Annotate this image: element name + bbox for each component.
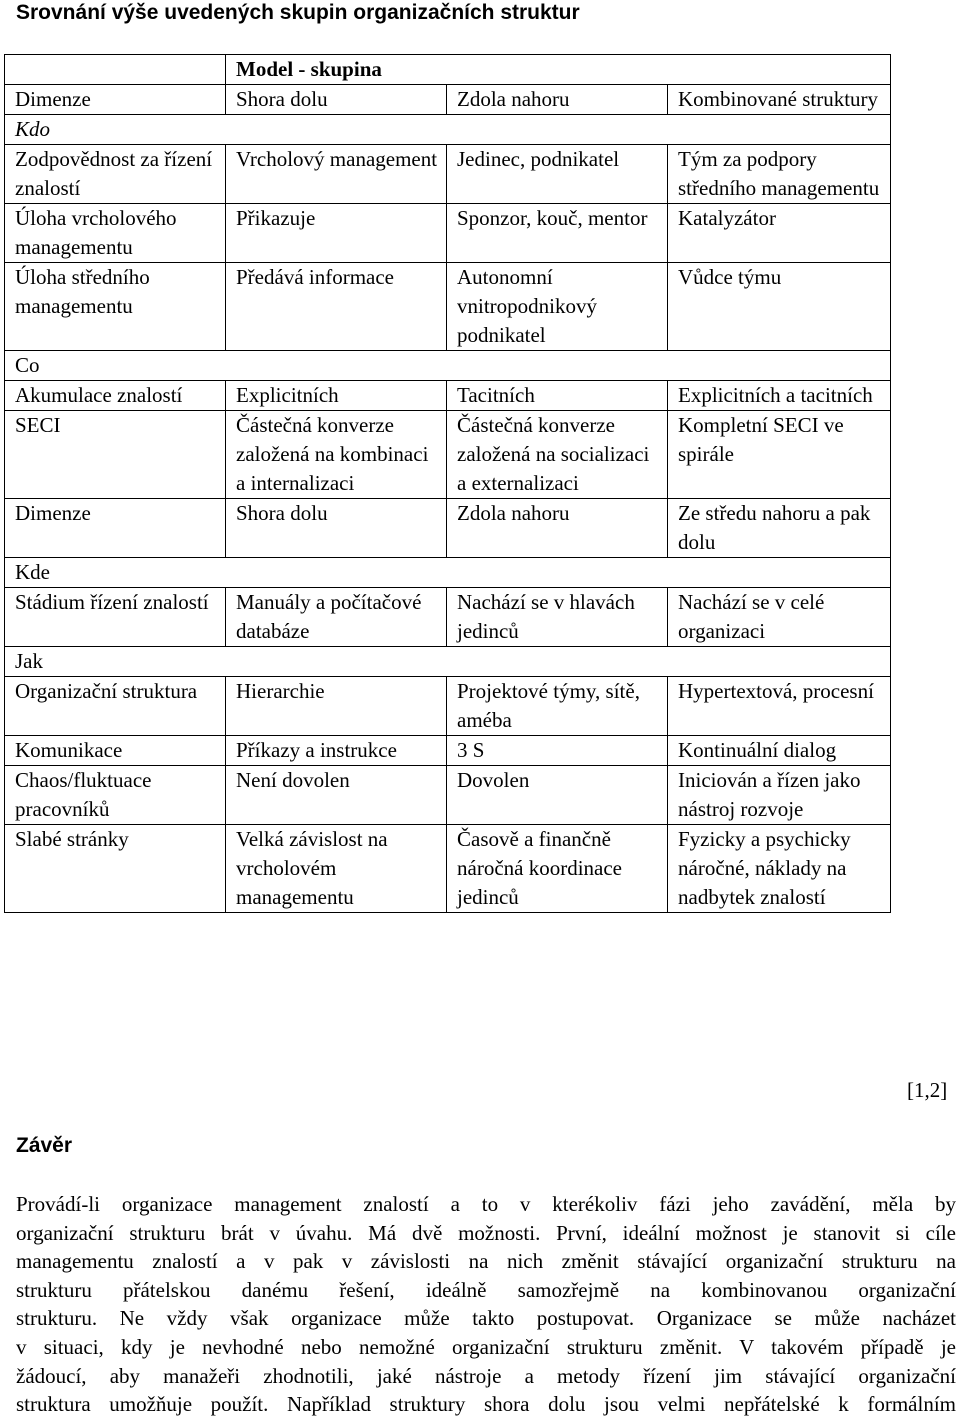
table-row bbox=[5, 381, 891, 411]
table-cell: Vůdce týmu bbox=[668, 263, 891, 351]
table-row bbox=[5, 766, 891, 825]
paragraph-line: strukturu přátelskou danému řešení, ideálně samozřejmě na kombinovanou organizační bbox=[16, 1277, 956, 1302]
table-cell: Chaos/fluktuace pracovníků bbox=[5, 766, 226, 825]
table-cell: Dovolen bbox=[447, 766, 668, 825]
table-cell: Stádium řízení znalostí bbox=[5, 588, 226, 647]
table-row bbox=[5, 145, 891, 204]
paragraph-line: Provádí-li organizace management znalostí a to v kterékoliv fázi jeho zavádění, měla by bbox=[16, 1192, 956, 1216]
table-cell: Autonomní vnitropodnikový podnikatel bbox=[447, 263, 668, 351]
table-cell: Explicitních a tacitních bbox=[668, 381, 891, 411]
table-cell: SECI bbox=[5, 411, 226, 499]
section-heading: Závěr bbox=[16, 1134, 73, 1157]
table-cell: Sponzor, kouč, mentor bbox=[447, 204, 668, 263]
model-header: Model - skupina bbox=[226, 55, 891, 85]
table-cell: Není dovolen bbox=[226, 766, 447, 825]
table-cell: Částečná konverze založená na socializaci a externalizaci bbox=[447, 411, 668, 499]
table-cell: Tacitních bbox=[447, 381, 668, 411]
table-row bbox=[5, 825, 891, 913]
table-cell: Předává informace bbox=[226, 263, 447, 351]
section-row bbox=[5, 115, 891, 145]
table-cell: Dimenze bbox=[5, 499, 226, 558]
table-cell: Dimenze bbox=[5, 85, 226, 115]
table-row bbox=[5, 411, 891, 499]
table-cell: Organizační struktura bbox=[5, 677, 226, 736]
section-label: Jak bbox=[5, 647, 891, 677]
table-cell: Hypertextová, procesní bbox=[668, 677, 891, 736]
table-cell: Projektové týmy, sítě, améba bbox=[447, 677, 668, 736]
body-paragraph bbox=[16, 1190, 956, 1419]
table-row bbox=[5, 677, 891, 736]
table-row bbox=[5, 499, 891, 558]
table-row bbox=[5, 204, 891, 263]
table-cell: Časově a finančně náročná koordinace jedinců bbox=[447, 825, 668, 913]
table-cell: Příkazy a instrukce bbox=[226, 736, 447, 766]
table-row bbox=[5, 588, 891, 647]
section-row bbox=[5, 647, 891, 677]
table-cell: Manuály a počítačové databáze bbox=[226, 588, 447, 647]
citation: [1,2] bbox=[907, 1078, 948, 1102]
table-cell: Akumulace znalostí bbox=[5, 381, 226, 411]
table-cell: Komunikace bbox=[5, 736, 226, 766]
table-cell: Fyzicky a psychicky náročné, náklady na nadbytek znalostí bbox=[668, 825, 891, 913]
table-cell: Ze středu nahoru a pak dolu bbox=[668, 499, 891, 558]
table-cell: 3 S bbox=[447, 736, 668, 766]
section-label: Kde bbox=[5, 558, 891, 588]
table-cell: Shora dolu bbox=[226, 85, 447, 115]
table-cell: Zdola nahoru bbox=[447, 499, 668, 558]
page-title: Srovnání výše uvedených skupin organizačních struktur bbox=[16, 1, 580, 24]
paragraph-line: žádoucí, aby manažeři zhodnotili, jaké nástroje a metody řízení jim stávající organizační bbox=[16, 1363, 956, 1388]
table-row bbox=[5, 736, 891, 766]
paragraph-line: strukturu. Ne vždy však organizace může takto postupovat. Organizace se může nacházet bbox=[16, 1306, 956, 1331]
table-row bbox=[5, 55, 891, 85]
table-cell: Úloha středního managementu bbox=[5, 263, 226, 351]
table-cell: Částečná konverze založená na kombinaci a internalizaci bbox=[226, 411, 447, 499]
table-cell: Kombinované struktury bbox=[668, 85, 891, 115]
table-row bbox=[5, 263, 891, 351]
table-cell: Nachází se v celé organizaci bbox=[668, 588, 891, 647]
table-cell: Nachází se v hlavách jedinců bbox=[447, 588, 668, 647]
table-cell: Velká závislost na vrcholovém managementu bbox=[226, 825, 447, 913]
table-cell: Hierarchie bbox=[226, 677, 447, 736]
table-cell: Shora dolu bbox=[226, 499, 447, 558]
table-cell: Tým za podpory středního managementu bbox=[668, 145, 891, 204]
table-cell: Zdola nahoru bbox=[447, 85, 668, 115]
paragraph-line: managementu znalostí a v pak v závislosti na nich změnit stávající organizační strukturu na bbox=[16, 1249, 956, 1274]
table-cell: Zodpovědnost za řízení znalostí bbox=[5, 145, 226, 204]
table-cell: Katalyzátor bbox=[668, 204, 891, 263]
table-cell: Úloha vrcholového managementu bbox=[5, 204, 226, 263]
table-cell: Přikazuje bbox=[226, 204, 447, 263]
table-cell: Iniciován a řízen jako nástroj rozvoje bbox=[668, 766, 891, 825]
table-cell: Kompletní SECI ve spirále bbox=[668, 411, 891, 499]
paragraph-line: struktura umožňuje použít. Například struktury shora dolu jsou velmi nepřátelské k formálním bbox=[16, 1392, 956, 1417]
section-label: Kdo bbox=[5, 115, 891, 145]
section-row bbox=[5, 351, 891, 381]
table-cell: Kontinuální dialog bbox=[668, 736, 891, 766]
paragraph-line: v situaci, kdy je nevhodné nebo nemožné organizační strukturu změnit. V takovém případě je bbox=[16, 1334, 956, 1359]
paragraph-line: organizační strukturu brát v úvahu. Má dvě možnosti. První, ideální možnost je stanovit si cíle bbox=[16, 1220, 956, 1245]
table-row bbox=[5, 85, 891, 115]
section-label: Co bbox=[5, 351, 891, 381]
comparison-table bbox=[4, 54, 891, 913]
table-cell: Explicitních bbox=[226, 381, 447, 411]
section-row bbox=[5, 558, 891, 588]
table-cell: Slabé stránky bbox=[5, 825, 226, 913]
table-cell: Vrcholový management bbox=[226, 145, 447, 204]
table-cell: Jedinec, podnikatel bbox=[447, 145, 668, 204]
